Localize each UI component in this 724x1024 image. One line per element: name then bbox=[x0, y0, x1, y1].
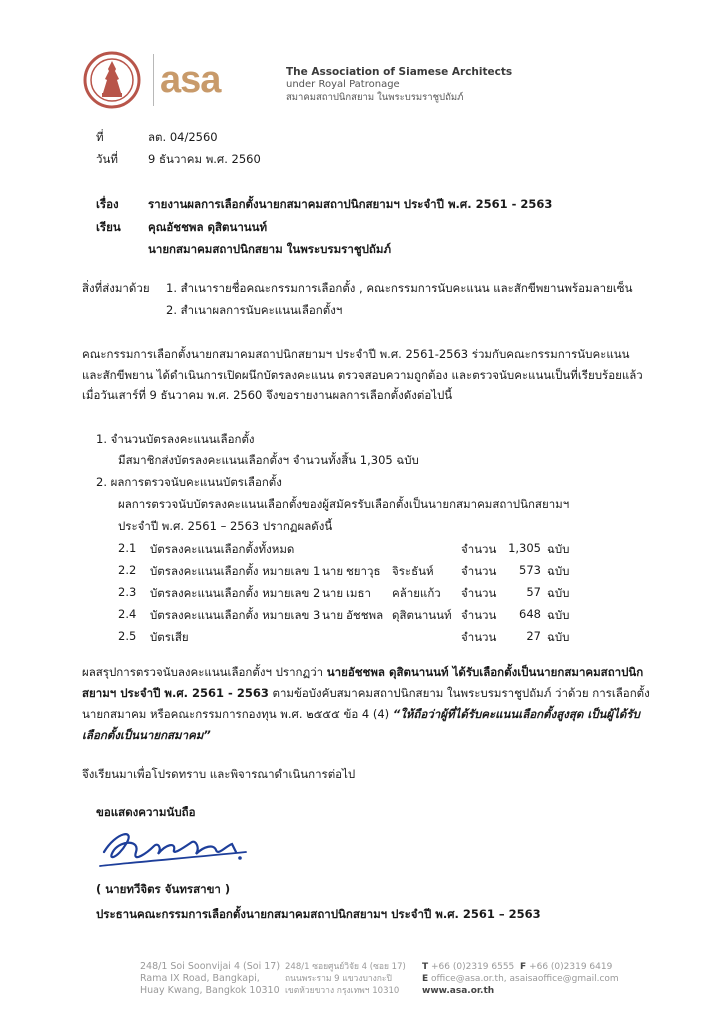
footer-address-th-line: 248/1 ซอยศูนย์วิจัย 4 (ซอย 17) bbox=[285, 962, 406, 972]
handwritten-signature bbox=[96, 822, 256, 884]
candidate-last-name: จิระธันห์ bbox=[392, 564, 434, 578]
subject-text: รายงานผลการเลือกตั้งนายกสมาคมสถาปนิกสยามฯ ประจำปี พ.ศ. 2561 - 2563 bbox=[148, 197, 553, 211]
result-count: 648 bbox=[519, 607, 541, 621]
item1-title: 1. จำนวนบัตรลงคะแนนเลือกตั้ง bbox=[96, 432, 255, 446]
result-desc: บัตรลงคะแนนเลือกตั้ง หมายเลข 1 bbox=[150, 564, 321, 578]
result-unit: ฉบับ bbox=[547, 542, 570, 556]
date-value: 9 ธันวาคม พ.ศ. 2560 bbox=[148, 152, 261, 166]
summary-pre: ผลสรุปการตรวจนับลงคะแนนเลือกตั้งฯ ปรากฏว่า bbox=[82, 665, 327, 679]
footer-address-th bbox=[285, 961, 406, 997]
asa-brand-text: asa bbox=[160, 62, 221, 98]
intro-paragraph: คณะกรรมการเลือกตั้งนายกสมาคมสถาปนิกสยามฯ ประจำปี พ.ศ. 2561-2563 ร่วมกับคณะกรรมการนับคะแนนและสักขีพยาน ได้ดำเนินการเปิดผนึกบัตรลงคะแนน ตรวจสอบความถูกต้อง และตรวจนับคะแนนเป็นที่เรียบร้อยแล้ว เมื่อวันเสาร์ที่ 9 ธันวาคม พ.ศ. 2560 จึงขอรายงานผลการเลือกตั้งดังต่อไปนี้ bbox=[82, 347, 643, 402]
website-link[interactable]: www.asa.or.th bbox=[422, 986, 495, 996]
summary-paragraph bbox=[82, 662, 654, 746]
signer-name: ( นายทวีจิตร จันทรสาขา ) bbox=[96, 882, 231, 896]
to-name: คุณอัชชพล ดุสิตนานนท์ bbox=[148, 220, 268, 234]
candidate-first-name: อัชชพล bbox=[346, 608, 384, 622]
ref-value: ลต. 04/2560 bbox=[148, 130, 218, 144]
letterhead-divider bbox=[153, 54, 154, 106]
org-name-th: สมาคมสถาปนิกสยาม ในพระบรมราชูปถัมภ์ bbox=[286, 92, 464, 103]
result-desc: บัตรลงคะแนนเลือกตั้ง หมายเลข 3 bbox=[150, 608, 321, 622]
candidate-title: นาย bbox=[322, 586, 344, 600]
item2-title: 2. ผลการตรวจนับคะแนนบัตรเลือกตั้ง bbox=[96, 475, 282, 489]
footer-contact bbox=[422, 961, 619, 997]
summary-quote: “ให้ถือว่าผู้ที่ได้รับคะแนนเลือกตั้งสูงสุด เป็นผู้ได้รับเลือกตั้งเป็นนายกสมาคม” bbox=[82, 707, 640, 742]
footer-address-en bbox=[140, 961, 280, 997]
result-unit: ฉบับ bbox=[547, 586, 570, 600]
result-count-label: จำนวน bbox=[461, 608, 497, 622]
asa-brand-logo bbox=[160, 62, 252, 102]
result-unit: ฉบับ bbox=[547, 608, 570, 622]
closing-text: จึงเรียนมาเพื่อโปรดทราบ และพิจารณาดำเนินการต่อไป bbox=[82, 767, 356, 781]
org-sub-en: under Royal Patronage bbox=[286, 79, 400, 90]
result-count-label: จำนวน bbox=[461, 586, 497, 600]
candidate-title: นาย bbox=[322, 608, 344, 622]
footer-address-th-line: เขตห้วยขวาง กรุงเทพฯ 10310 bbox=[285, 986, 400, 996]
enclosure-item-1: 1. สำเนารายชื่อคณะกรรมการเลือกตั้ง , คณะกรรมการนับคะแนน และสักขีพยานพร้อมลายเซ็น bbox=[166, 281, 633, 295]
signer-position: ประธานคณะกรรมการเลือกตั้งนายกสมาคมสถาปนิกสยามฯ ประจำปี พ.ศ. 2561 – 2563 bbox=[96, 907, 541, 921]
item2-line1: ผลการตรวจนับบัตรลงคะแนนเลือกตั้งของผู้สมัครรับเลือกตั้งเป็นนายกสมาคมสถาปนิกสยามฯ bbox=[118, 497, 570, 511]
enclosure-item-2: 2. สำเนาผลการนับคะแนนเลือกตั้งฯ bbox=[166, 303, 343, 317]
result-count: 57 bbox=[526, 585, 541, 599]
email-address: office@asa.or.th, asaisaoffice@gmail.com bbox=[431, 974, 619, 984]
item1-detail: มีสมาชิกส่งบัตรลงคะแนนเลือกตั้งฯ จำนวนทั้งสิ้น 1,305 ฉบับ bbox=[118, 453, 419, 467]
summary-winner: นายอัชชพล ดุสิตนานนท์ ได้รับเลือกตั้งเป็นนายกสมาคมสถาปนิกสยามฯ ประจำปี พ.ศ. 2561 - 2563 bbox=[82, 665, 644, 700]
candidate-first-name: เมธา bbox=[346, 586, 371, 600]
fax-number: +66 (0)2319 6419 bbox=[529, 962, 613, 972]
to-title: นายกสมาคมสถาปนิกสยาม ในพระบรมราชูปถัมภ์ bbox=[148, 242, 392, 256]
candidate-title: นาย bbox=[322, 564, 344, 578]
candidate-first-name: ชยาวุธ bbox=[346, 564, 381, 578]
summary-regulation: ตามข้อบังคับสมาคมสถาปนิกสยาม ในพระบรมราชูปถัมภ์ ว่าด้วย การเลือกตั้งนายกสมาคม หรือคณะกรรมการกองทุน พ.ศ. ๒๕๕๕ ข้อ 4 (4) bbox=[82, 686, 650, 721]
tel-label: T bbox=[422, 962, 429, 972]
fax-label: F bbox=[520, 962, 527, 972]
footer-address-th-line: ถนนพระราม 9 แขวงบางกะปิ bbox=[285, 974, 392, 984]
result-count-label: จำนวน bbox=[461, 564, 497, 578]
association-seal-logo bbox=[83, 49, 141, 111]
result-unit: ฉบับ bbox=[547, 564, 570, 578]
result-desc: บัตรลงคะแนนเลือกตั้ง หมายเลข 2 bbox=[150, 586, 321, 600]
result-no: 2.4 bbox=[118, 607, 137, 621]
result-count: 1,305 bbox=[508, 541, 541, 555]
subject-label: เรื่อง bbox=[96, 197, 119, 211]
result-no: 2.2 bbox=[118, 563, 137, 577]
enclosures-label: สิ่งที่ส่งมาด้วย bbox=[82, 281, 150, 295]
candidate-last-name: ดุสิตนานนท์ bbox=[392, 608, 452, 622]
result-desc: บัตรลงคะแนนเลือกตั้งทั้งหมด bbox=[150, 542, 295, 556]
candidate-last-name: คล้ายแก้ว bbox=[392, 586, 441, 600]
footer-address-en-line: 248/1 Soi Soonvijai 4 (Soi 17) bbox=[140, 961, 281, 972]
footer-address-en-line: Rama IX Road, Bangkapi, bbox=[140, 973, 260, 984]
email-label: E bbox=[422, 974, 429, 984]
footer-address-en-line: Huay Kwang, Bangkok 10310 bbox=[140, 985, 280, 996]
item2-line2: ประจำปี พ.ศ. 2561 – 2563 ปรากฏผลดังนี้ bbox=[118, 519, 333, 533]
org-name-en: The Association of Siamese Architects bbox=[286, 66, 513, 78]
result-no: 2.1 bbox=[118, 541, 137, 555]
to-label: เรียน bbox=[96, 220, 121, 234]
result-count: 573 bbox=[519, 563, 541, 577]
result-unit: ฉบับ bbox=[547, 630, 570, 644]
result-no: 2.5 bbox=[118, 629, 137, 643]
tel-number: +66 (0)2319 6555 bbox=[431, 962, 515, 972]
result-desc: บัตรเสีย bbox=[150, 630, 189, 644]
regards-text: ขอแสดงความนับถือ bbox=[96, 805, 196, 819]
date-label: วันที่ bbox=[96, 152, 118, 166]
result-no: 2.3 bbox=[118, 585, 137, 599]
ref-label: ที่ bbox=[96, 130, 104, 144]
result-count: 27 bbox=[526, 629, 541, 643]
result-count-label: จำนวน bbox=[461, 542, 497, 556]
result-count-label: จำนวน bbox=[461, 630, 497, 644]
